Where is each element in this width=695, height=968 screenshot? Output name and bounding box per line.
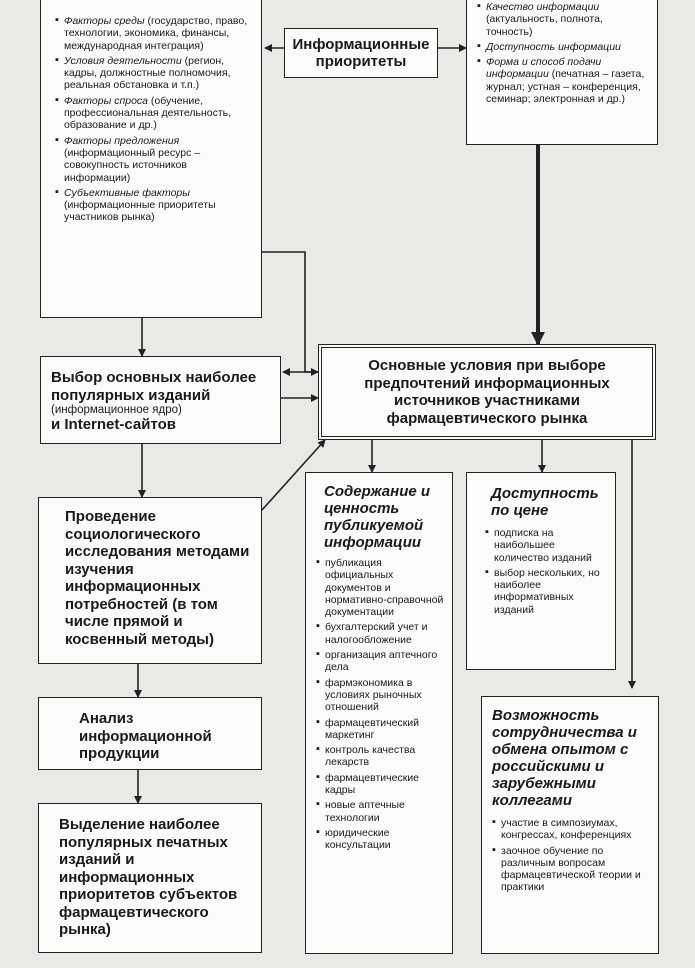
list-item: ▪ подписка на наибольшее количество изданий bbox=[485, 527, 609, 564]
arrow-factors-to-conditions bbox=[262, 252, 318, 372]
priorities-box bbox=[284, 28, 438, 78]
list-item bbox=[55, 15, 253, 52]
list-item-title: Факторы среды bbox=[64, 15, 145, 27]
list-item: ▪ заочное обучение по различным вопросам фармацевтической теории и практики bbox=[492, 845, 650, 894]
research-title: Проведение социологического исследования методами изучения информационных потребностей (в том числе прямой и косвенный методы) bbox=[65, 508, 250, 648]
list-item-title: Факторы спроса bbox=[64, 94, 149, 107]
selection-box bbox=[40, 356, 281, 444]
list-item-title: Форма и способ подачи информации bbox=[486, 56, 602, 81]
content-list bbox=[316, 557, 446, 852]
cooperation-box bbox=[481, 696, 659, 954]
selection-line3: и Internet-сайтов bbox=[51, 416, 177, 434]
list-item bbox=[55, 55, 253, 92]
list-item-title: Доступность информации bbox=[486, 40, 621, 53]
content-box bbox=[305, 472, 453, 954]
list-item bbox=[477, 41, 651, 53]
list-item-text: (регион, кадры, должностные полномочия, реальная обстановка и т.п.) bbox=[64, 54, 231, 92]
list-item-title: Качество информации bbox=[486, 1, 600, 13]
price-box bbox=[466, 472, 616, 670]
list-item bbox=[55, 95, 253, 132]
list-item bbox=[477, 56, 651, 105]
cooperation-list bbox=[492, 817, 650, 894]
selection-line2: (информационное ядро) bbox=[51, 404, 182, 416]
list-item: ▪ публикация официальных документов и нормативно-справочной документации bbox=[316, 557, 446, 618]
list-item: ▪ организация аптечного дела bbox=[316, 649, 446, 674]
list-item bbox=[55, 135, 253, 184]
list-item-title: Субъективные факторы bbox=[64, 186, 190, 199]
highlight-title: Выделение наиболее популярных печатных изданий и информационных приоритетов субъектов фармацевтического рынка) bbox=[59, 816, 238, 938]
list-item-text: (печатная – газета, журнал; устная – конференция, семинар; электронная и др.) bbox=[486, 68, 645, 106]
list-item: ▪ новые аптечные технологии bbox=[316, 799, 446, 824]
list-item bbox=[477, 1, 651, 38]
research-box bbox=[38, 497, 262, 664]
priorities-title: Информационные приоритеты bbox=[292, 35, 430, 70]
info-properties-box bbox=[466, 0, 658, 145]
list-item: ▪ фармэкономика в условиях рыночных отношений bbox=[316, 677, 446, 714]
list-item: ▪ бухгалтерский учет и налогообложение bbox=[316, 621, 446, 646]
list-item: ▪ фармацевтические кадры bbox=[316, 772, 446, 797]
factors-box bbox=[40, 0, 262, 318]
list-item: ▪ фармацевтический маркетинг bbox=[316, 717, 446, 742]
list-item-text: (актуальность, полнота, точность) bbox=[486, 13, 603, 38]
factors-list bbox=[55, 15, 253, 224]
list-item: ▪ участие в симпозиумах, конгрессах, конференциях bbox=[492, 817, 650, 842]
cooperation-title: Возможность сотрудничества и обмена опытом с российскими и зарубежными коллегами bbox=[492, 707, 637, 809]
price-title: Доступность по цене bbox=[491, 485, 599, 519]
info-properties-list bbox=[477, 1, 651, 105]
content-title: Содержание и ценность публикуемой информации bbox=[324, 483, 431, 551]
list-item: ▪ юридические консультации bbox=[316, 827, 446, 852]
list-item-text: (обучение, профессиональная деятельность, образование и др.) bbox=[64, 94, 232, 132]
analysis-box bbox=[38, 697, 262, 770]
selection-line1: Выбор основных наиболее популярных изданий bbox=[51, 369, 257, 404]
conditions-title: Основные условия при выборе предпочтений информационных источников участниками фармацевтического рынка bbox=[364, 357, 610, 427]
conditions-box bbox=[318, 344, 656, 440]
list-item-text: (информационный ресурс – совокупность источников информации) bbox=[64, 146, 201, 184]
list-item bbox=[55, 187, 253, 224]
highlight-box bbox=[38, 803, 262, 953]
list-item-title: Условия деятельности bbox=[64, 54, 182, 67]
list-item-title: Факторы предложения bbox=[64, 134, 180, 147]
price-list bbox=[479, 527, 609, 616]
analysis-title: Анализ информационной продукции bbox=[79, 710, 212, 762]
list-item-text: (государство, право, технологии, экономика, финансы, международная интеграция) bbox=[64, 15, 248, 52]
list-item: ▪ выбор нескольких, но наиболее информативных изданий bbox=[485, 567, 609, 616]
list-item-text: (информационные приоритеты участников рынка) bbox=[64, 199, 216, 224]
list-item: ▪ контроль качества лекарств bbox=[316, 744, 446, 769]
